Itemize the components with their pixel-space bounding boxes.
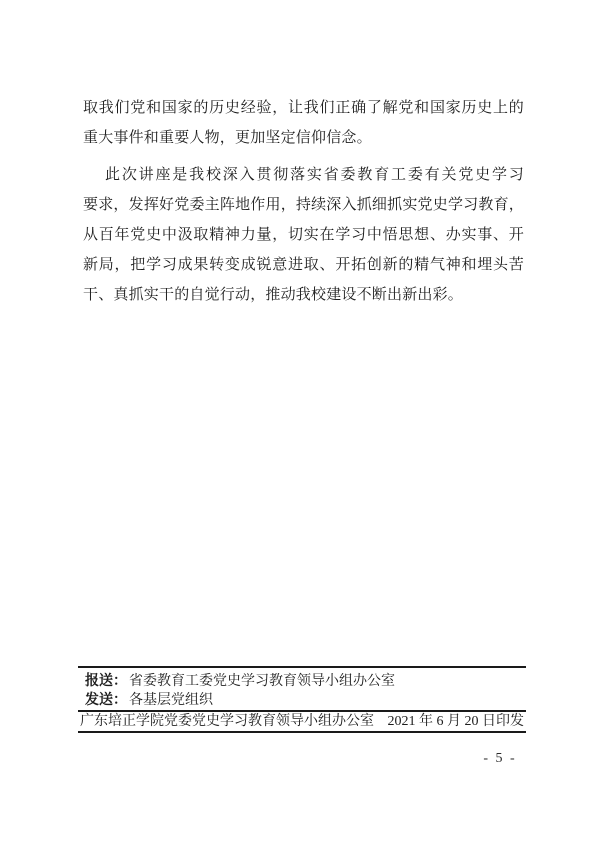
body-text-line: 取我们党和国家的历史经验，让我们正确了解党和国家历史上的 [83, 100, 524, 116]
send-to-value: 各基层党组织 [129, 693, 213, 708]
send-to-row [78, 691, 526, 710]
document-body [83, 93, 524, 310]
copy-to-label: 报送： [85, 674, 127, 689]
print-date: 2021 年 6 月 20 日印发 [387, 713, 524, 729]
body-text-line: 重大事件和重要人物，更加坚定信仰信念。 [83, 130, 372, 146]
colophon-bottom-rule [78, 731, 526, 733]
body-text-line: 要求，发挥好党委主阵地作用，持续深入抓细抓实党史学习教育， [83, 197, 524, 213]
body-text-line: 新局，把学习成果转变成锐意进取、开拓创新的精气神和埋头苦 [83, 257, 524, 273]
page-number: - 5 - [483, 751, 517, 766]
colophon [78, 666, 526, 733]
send-to-label: 发送： [85, 693, 127, 708]
paragraph-1 [83, 93, 524, 153]
colophon-top-rule [78, 666, 526, 668]
copy-to-row [78, 672, 526, 691]
body-text-line: 从百年党史中汲取精神力量，切实在学习中悟思想、办实事、开 [83, 227, 524, 243]
issuer-name: 广东培正学院党委党史学习教育领导小组办公室 [80, 713, 374, 729]
body-text-line: 此次讲座是我校深入贯彻落实省委教育工委有关党史学习 [105, 167, 524, 183]
body-text-line: 干、真抓实干的自觉行动，推动我校建设不断出新出彩。 [83, 287, 464, 303]
issuer-row [78, 712, 526, 732]
copy-to-value: 省委教育工委党史学习教育领导小组办公室 [129, 674, 395, 689]
paragraph-2 [83, 160, 524, 310]
